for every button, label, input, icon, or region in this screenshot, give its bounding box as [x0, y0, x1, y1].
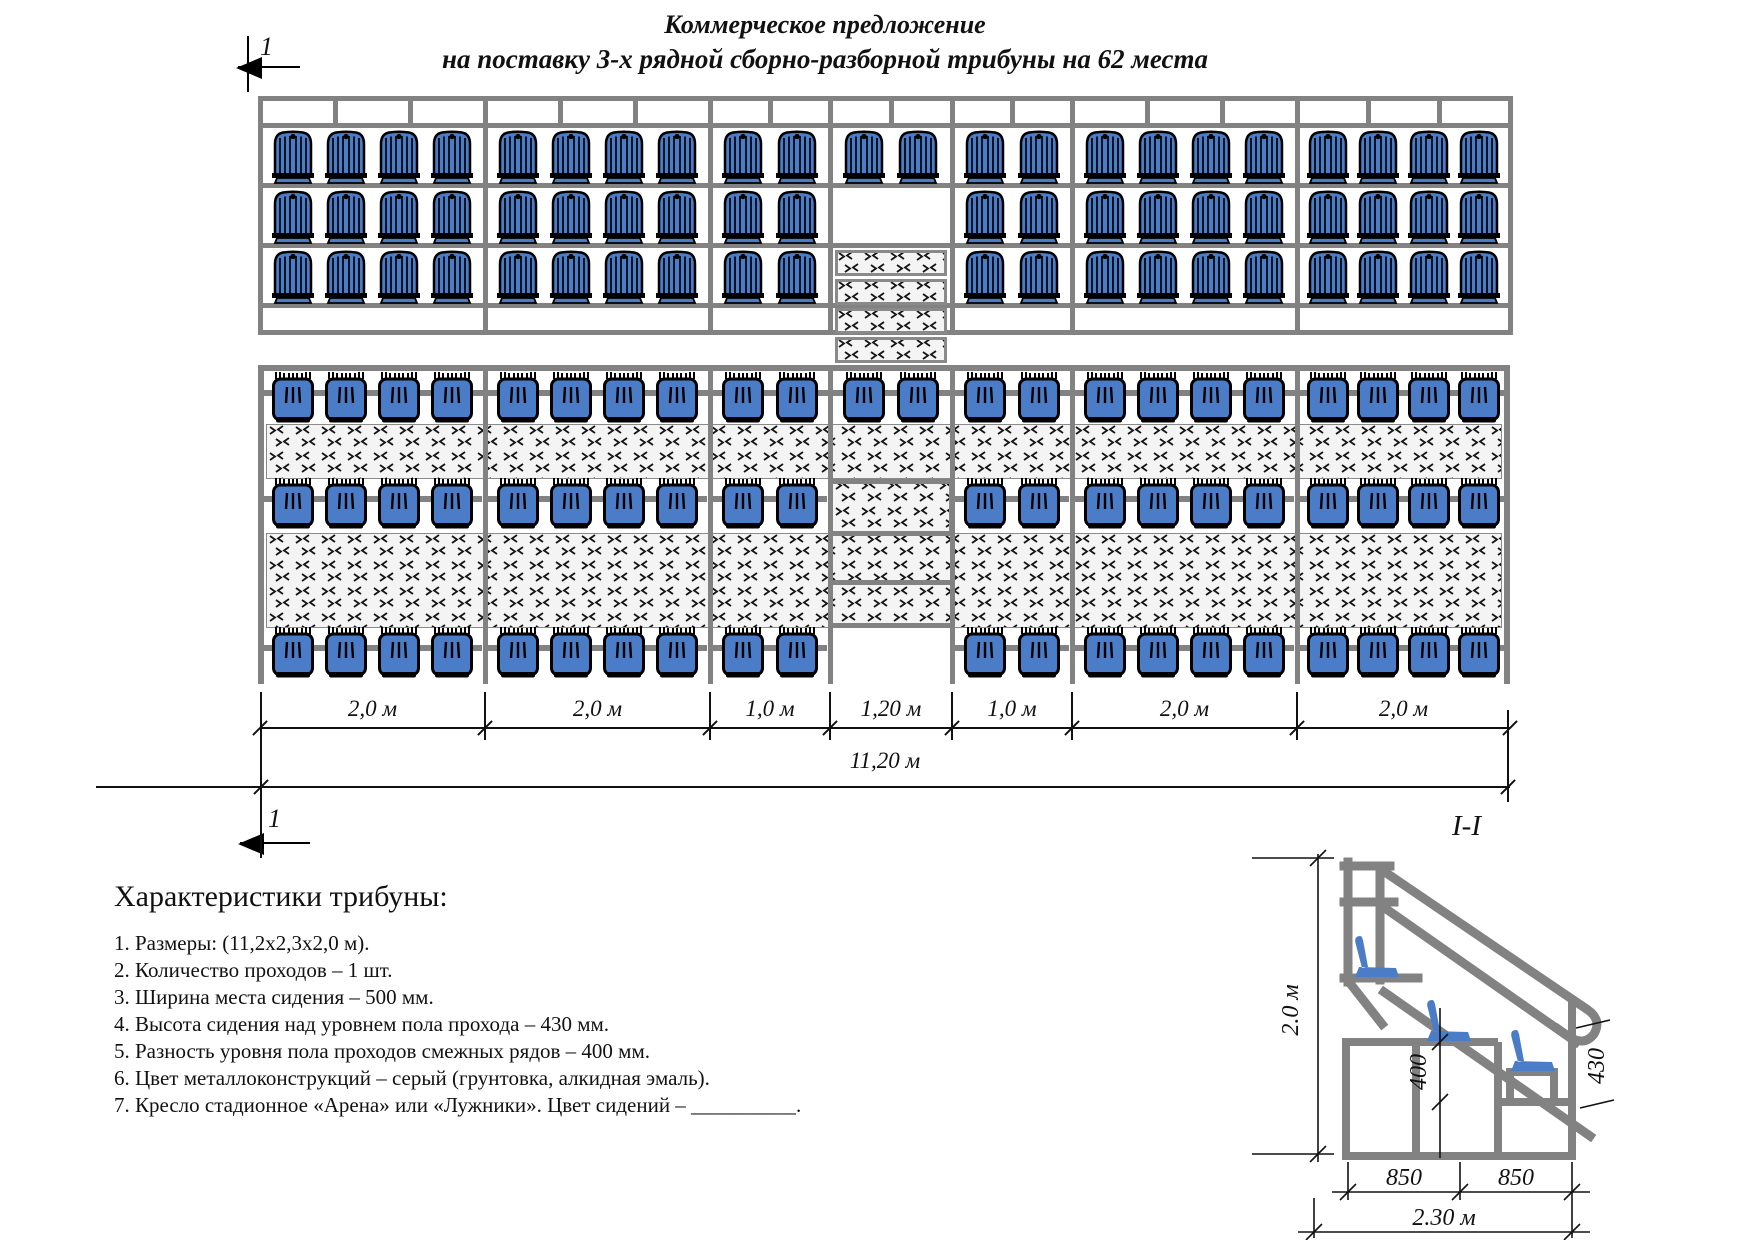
frame-post [1145, 96, 1150, 128]
seat-row [488, 478, 707, 533]
seat-row [488, 627, 707, 682]
seat-row [955, 189, 1069, 244]
section-depth-label: 2.30 м [1412, 1205, 1476, 1231]
stadium-seat-rear-view [1241, 249, 1287, 304]
stadium-seat-plan-view [720, 372, 766, 427]
stadium-seat-plan-view [962, 478, 1008, 533]
stadium-seat-plan-view [1406, 627, 1452, 682]
stadium-seat-rear-view [1082, 189, 1128, 244]
extension-line [260, 692, 262, 858]
stadium-seat-rear-view [1188, 189, 1234, 244]
stadium-seat-plan-view [601, 372, 647, 427]
frame-post [408, 96, 413, 128]
stadium-seat-rear-view [323, 189, 369, 244]
walkway-hatch [266, 424, 1502, 479]
stadium-seat-rear-view [1406, 189, 1452, 244]
seat-row [488, 372, 707, 427]
stadium-seat-plan-view [774, 627, 820, 682]
frame-post [1010, 96, 1015, 128]
characteristics-item: 3. Ширина места сидения – 500 мм. [114, 985, 434, 1009]
stadium-seat-rear-view [774, 189, 820, 244]
stadium-seat-rear-view [548, 129, 594, 184]
stadium-seat-rear-view [1016, 249, 1062, 304]
stadium-seat-plan-view [376, 372, 422, 427]
stadium-seat-plan-view [1016, 478, 1062, 533]
seat-row [955, 249, 1069, 304]
stadium-seat-plan-view [548, 372, 594, 427]
stadium-seat-plan-view [1082, 627, 1128, 682]
characteristics-item: 6. Цвет металлоконструкций – серый (грунтовка, алкидная эмаль). [114, 1066, 710, 1090]
stadium-seat-plan-view [601, 478, 647, 533]
stadium-seat-plan-view [1135, 372, 1181, 427]
section-title: I-I [1452, 810, 1481, 842]
stadium-seat-rear-view [654, 129, 700, 184]
stadium-seat-rear-view [601, 129, 647, 184]
stadium-seat-plan-view [1241, 478, 1287, 533]
stadium-seat-rear-view [1188, 249, 1234, 304]
frame-rail [830, 623, 952, 628]
stadium-seat-rear-view [323, 249, 369, 304]
characteristics-item: 5. Разность уровня пола проходов смежных рядов – 400 мм. [114, 1039, 650, 1063]
stadium-seat-plan-view [1355, 372, 1401, 427]
aisle-stair-step [835, 337, 947, 363]
seat-row [833, 372, 949, 427]
seat-row [1300, 478, 1507, 533]
seat-row [1075, 478, 1294, 533]
seat-row [713, 372, 827, 427]
stadium-seat-rear-view [1082, 129, 1128, 184]
stadium-seat-plan-view [1355, 478, 1401, 533]
stadium-seat-plan-view [1456, 478, 1502, 533]
stadium-seat-plan-view [1135, 627, 1181, 682]
dimension-line [260, 727, 1510, 729]
stadium-seat-plan-view [1305, 478, 1351, 533]
seat-row [955, 478, 1069, 533]
stadium-seat-rear-view [601, 249, 647, 304]
stadium-seat-rear-view [841, 129, 887, 184]
bay-dimension-label: 2,0 м [1378, 696, 1429, 721]
stadium-seat-rear-view [720, 189, 766, 244]
stadium-seat-plan-view [1016, 627, 1062, 682]
frame-post [633, 96, 638, 128]
frame-post [1508, 96, 1513, 335]
extension-line [484, 692, 486, 740]
stadium-seat-rear-view [1305, 249, 1351, 304]
stadium-seat-rear-view [1241, 189, 1287, 244]
stadium-seat-rear-view [495, 249, 541, 304]
seat-row [263, 249, 482, 304]
stadium-seat-rear-view [962, 189, 1008, 244]
stadium-seat-rear-view [323, 129, 369, 184]
stadium-seat-plan-view [774, 478, 820, 533]
frame-post [768, 96, 773, 128]
stadium-seat-rear-view [429, 249, 475, 304]
stadium-seat-plan-view [654, 478, 700, 533]
stadium-seat-plan-view [323, 478, 369, 533]
seat-row [1300, 189, 1507, 244]
stadium-seat-plan-view [1456, 627, 1502, 682]
stadium-seat-plan-view [270, 372, 316, 427]
frame-post [1220, 96, 1225, 128]
stadium-seat-rear-view [1406, 129, 1452, 184]
stadium-seat-rear-view [429, 129, 475, 184]
stadium-seat-rear-view [1406, 249, 1452, 304]
seat-row [955, 372, 1069, 427]
stadium-seat-rear-view [495, 129, 541, 184]
section-seat-height-label: 430 [1584, 1048, 1610, 1084]
stadium-seat-plan-view [1082, 478, 1128, 533]
seat-row [488, 189, 707, 244]
cut-line-bottom-h [240, 842, 310, 844]
dimension-line [96, 786, 1510, 788]
frame-post [1437, 96, 1442, 128]
bay-dimension-label: 1,20 м [860, 696, 922, 721]
stadium-seat-rear-view [774, 249, 820, 304]
stadium-seat-plan-view [774, 372, 820, 427]
stadium-seat-rear-view [548, 249, 594, 304]
doc-title-line1: Коммерческое предложение [664, 10, 986, 39]
stadium-seat-plan-view [1016, 372, 1062, 427]
stadium-seat-rear-view [1016, 129, 1062, 184]
frame-post [333, 96, 338, 128]
frame-post [558, 96, 563, 128]
stadium-seat-plan-view [495, 478, 541, 533]
frame-rail [260, 123, 1510, 128]
stadium-seat-plan-view [720, 478, 766, 533]
seat-row [1075, 249, 1294, 304]
seat-row [1075, 372, 1294, 427]
seat-row [263, 189, 482, 244]
stadium-seat-rear-view [1456, 189, 1502, 244]
stadium-seat-rear-view [429, 189, 475, 244]
stadium-seat-plan-view [495, 627, 541, 682]
bay-dimension-label: 2,0 м [572, 696, 623, 721]
cut-mark-top-label: 1 [260, 32, 273, 61]
seat-row [1300, 627, 1507, 682]
stadium-seat-rear-view [376, 249, 422, 304]
stadium-seat-plan-view [841, 372, 887, 427]
stadium-seat-plan-view [376, 627, 422, 682]
stadium-seat-rear-view [270, 189, 316, 244]
stadium-seat-plan-view [962, 627, 1008, 682]
aisle-stair-step [835, 279, 947, 305]
stadium-seat-plan-view [1188, 372, 1234, 427]
stadium-seat-rear-view [1456, 249, 1502, 304]
stadium-seat-rear-view [1305, 129, 1351, 184]
stadium-seat-plan-view [1135, 478, 1181, 533]
stadium-seat-plan-view [654, 372, 700, 427]
aisle-hatch [832, 479, 950, 533]
stadium-seat-plan-view [270, 478, 316, 533]
stadium-seat-rear-view [270, 249, 316, 304]
seat-row [955, 129, 1069, 184]
seat-row [263, 372, 482, 427]
bay-dimension-label: 1,0 м [987, 696, 1037, 721]
frame-post [889, 96, 894, 128]
seat-row [955, 627, 1069, 682]
stadium-seat-rear-view [1188, 129, 1234, 184]
section-view-drawing [1240, 840, 1640, 1240]
stadium-seat-rear-view [654, 189, 700, 244]
stadium-seat-plan-view [548, 627, 594, 682]
aisle-stair-step [835, 308, 947, 334]
stadium-seat-rear-view [1355, 249, 1401, 304]
stadium-seat-plan-view [1241, 627, 1287, 682]
stadium-seat-rear-view [376, 129, 422, 184]
characteristics-heading: Характеристики трибуны: [114, 880, 448, 913]
stadium-seat-plan-view [429, 627, 475, 682]
stadium-seat-plan-view [495, 372, 541, 427]
cut-arrow-top-icon [236, 57, 262, 79]
seat-row [713, 249, 827, 304]
seat-row [263, 478, 482, 533]
characteristics-item: 7. Кресло стадионное «Арена» или «Лужники». Цвет сидений – __________. [114, 1093, 802, 1117]
stadium-seat-plan-view [376, 478, 422, 533]
bay-dimension-label: 2,0 м [347, 696, 398, 721]
stadium-seat-plan-view [270, 627, 316, 682]
stadium-seat-plan-view [720, 627, 766, 682]
stadium-seat-plan-view [962, 372, 1008, 427]
stadium-seat-rear-view [1305, 189, 1351, 244]
seat-row [713, 478, 827, 533]
total-dimension-label: 11,20 м [849, 748, 921, 773]
stadium-seat-plan-view [429, 478, 475, 533]
frame-rail [830, 531, 952, 536]
stadium-seat-rear-view [495, 189, 541, 244]
stadium-seat-plan-view [1241, 372, 1287, 427]
stadium-seat-plan-view [323, 627, 369, 682]
stadium-seat-plan-view [1456, 372, 1502, 427]
stadium-seat-plan-view [548, 478, 594, 533]
stadium-seat-rear-view [1135, 249, 1181, 304]
stadium-seat-plan-view [1355, 627, 1401, 682]
stadium-seat-plan-view [323, 372, 369, 427]
stadium-seat-rear-view [720, 249, 766, 304]
characteristics-item: 1. Размеры: (11,2х2,3х2,0 м). [114, 931, 370, 955]
seat-row [713, 189, 827, 244]
stadium-seat-rear-view [1135, 189, 1181, 244]
seat-row [1075, 129, 1294, 184]
frame-rail [260, 365, 1510, 371]
section-height-label: 2.0 м [1278, 984, 1304, 1036]
seat-row [263, 627, 482, 682]
stadium-seat-plan-view [1188, 627, 1234, 682]
stadium-seat-rear-view [1456, 129, 1502, 184]
frame-post [1366, 96, 1371, 128]
frame-rail [260, 96, 1510, 101]
cut-mark-bottom-label: 1 [268, 804, 281, 833]
seat-row [713, 129, 827, 184]
stadium-seat-plan-view [429, 372, 475, 427]
seat-row [1300, 129, 1507, 184]
stadium-seat-rear-view [270, 129, 316, 184]
stadium-seat-rear-view [1355, 129, 1401, 184]
seat-row [1075, 627, 1294, 682]
stadium-seat-plan-view [1082, 372, 1128, 427]
stadium-seat-rear-view [962, 249, 1008, 304]
stadium-seat-rear-view [1082, 249, 1128, 304]
seat-row [1300, 249, 1507, 304]
stadium-seat-plan-view [1406, 478, 1452, 533]
stadium-seat-plan-view [1305, 627, 1351, 682]
characteristics-list [114, 930, 801, 1119]
seat-row [488, 249, 707, 304]
stadium-seat-plan-view [895, 372, 941, 427]
characteristics-item: 4. Высота сидения над уровнем пола прохода – 430 мм. [114, 1012, 610, 1036]
characteristics-item: 2. Количество проходов – 1 шт. [114, 958, 393, 982]
stadium-seat-rear-view [720, 129, 766, 184]
stadium-seat-rear-view [1241, 129, 1287, 184]
frame-rail [830, 580, 952, 585]
seat-row [263, 129, 482, 184]
doc-title-line2: на поставку 3-х рядной сборно-разборной трибуны на 62 места [442, 44, 1208, 74]
stadium-seat-rear-view [601, 189, 647, 244]
stadium-seat-plan-view [1305, 372, 1351, 427]
stadium-seat-rear-view [774, 129, 820, 184]
extension-line [1296, 692, 1298, 740]
stadium-seat-rear-view [376, 189, 422, 244]
stadium-seat-rear-view [654, 249, 700, 304]
aisle-stair-step [835, 250, 947, 276]
stadium-seat-rear-view [1016, 189, 1062, 244]
stadium-seat-rear-view [1355, 189, 1401, 244]
bay-dimension-label: 2,0 м [1159, 696, 1210, 721]
stadium-seat-plan-view [1406, 372, 1452, 427]
seat-row [1075, 189, 1294, 244]
section-tread-label: 850 [1498, 1165, 1534, 1191]
seat-row [1300, 372, 1507, 427]
stadium-seat-plan-view [654, 627, 700, 682]
stadium-seat-rear-view [1135, 129, 1181, 184]
stadium-seat-rear-view [962, 129, 1008, 184]
seat-row [488, 129, 707, 184]
seat-row [833, 129, 949, 184]
seat-row [713, 627, 827, 682]
frame-rail [830, 479, 952, 484]
bay-dimension-label: 1,0 м [745, 696, 795, 721]
stadium-seat-rear-view [548, 189, 594, 244]
stadium-seat-plan-view [601, 627, 647, 682]
stadium-seat-plan-view [1188, 478, 1234, 533]
section-riser-label: 400 [1406, 1054, 1432, 1090]
stadium-seat-rear-view [895, 129, 941, 184]
section-tread-label: 850 [1386, 1165, 1422, 1191]
